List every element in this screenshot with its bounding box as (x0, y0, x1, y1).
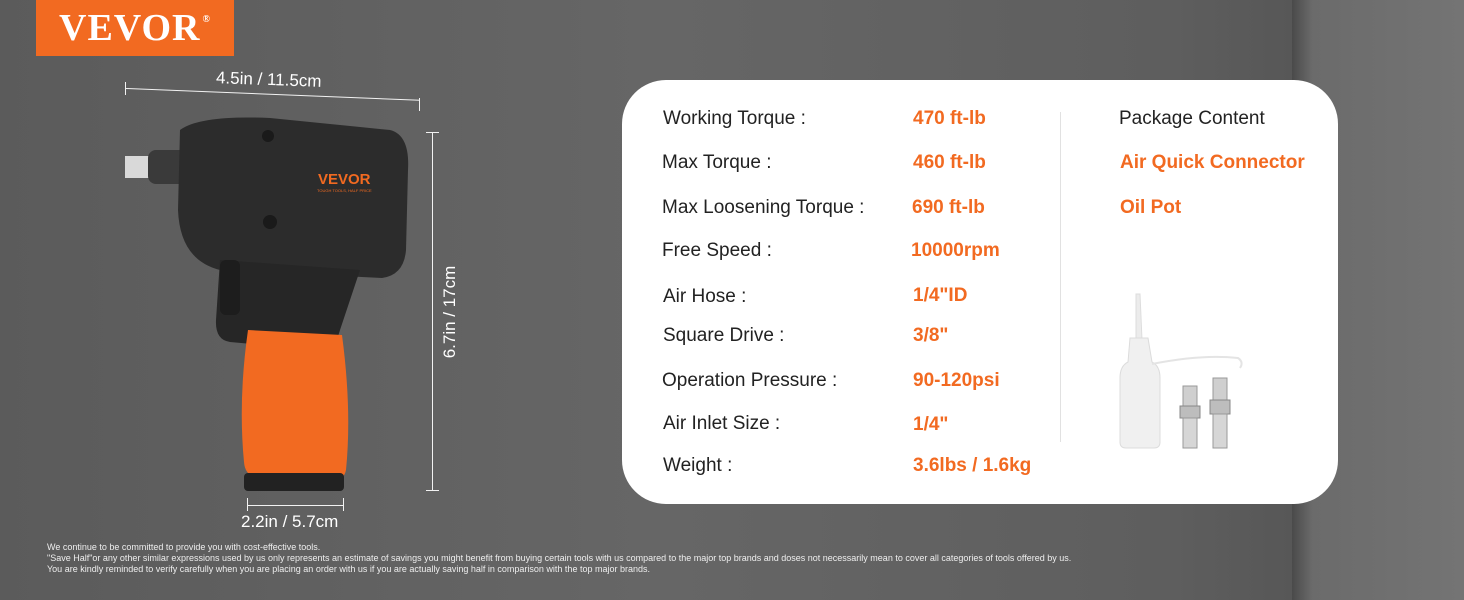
spec-value-free-speed: 10000rpm (911, 240, 1000, 261)
spec-value-working-torque: 470 ft-lb (913, 108, 986, 129)
height-tick-bottom (426, 490, 439, 491)
width-dimension-label: 4.5in / 11.5cm (215, 68, 322, 91)
spec-label-weight: Weight : (663, 455, 733, 476)
depth-dimension-line (247, 505, 344, 506)
disclaimer-text (47, 542, 1071, 575)
height-dimension-line (432, 132, 433, 491)
spec-label-free-speed: Free Speed : (662, 240, 772, 261)
spec-value-operation-pressure: 90-120psi (913, 370, 1000, 391)
tool-tagline-text: TOUGH TOOLS, HALF PRICE (317, 188, 372, 193)
height-dimension-label: 6.7in / 17cm (440, 265, 459, 359)
package-item-air-quick-connector: Air Quick Connector (1120, 152, 1305, 173)
disclaimer-line-3: You are kindly reminded to verify carefully when you are placing an order with us if you are actually saving half in comparison with the top major brands. (47, 564, 650, 574)
spec-value-air-inlet-size: 1/4" (913, 414, 949, 435)
tool-brand-text: VEVOR (318, 171, 371, 188)
card-divider (1060, 112, 1061, 442)
spec-card (622, 80, 1338, 504)
impact-wrench-image (120, 110, 420, 500)
spec-label-air-hose: Air Hose : (663, 286, 747, 307)
height-tick-top (426, 132, 439, 133)
spec-label-max-torque: Max Torque : (662, 152, 772, 173)
package-item-oil-pot: Oil Pot (1120, 197, 1182, 218)
brand-logo (36, 0, 234, 56)
package-accessories-image (1112, 292, 1262, 452)
spec-label-operation-pressure: Operation Pressure : (662, 370, 838, 391)
depth-dimension-label: 2.2in / 5.7cm (241, 512, 339, 531)
spec-label-square-drive: Square Drive : (663, 325, 785, 346)
width-tick-left (125, 82, 126, 95)
spec-value-weight: 3.6lbs / 1.6kg (913, 455, 1032, 476)
spec-label-air-inlet-size: Air Inlet Size : (663, 413, 781, 434)
spec-value-max-loosening-torque: 690 ft-lb (912, 197, 985, 218)
registered-mark: ® (202, 13, 211, 25)
disclaimer-line-2: "Save Half"or any other similar expressions used by us only represents an estimate of savings you might benefit from buying certain tools with us compared to the major top brands and doses not necessarily mean to cover all categories of tools offered by us. (47, 553, 1072, 563)
spec-value-square-drive: 3/8" (913, 325, 949, 346)
spec-value-air-hose: 1/4"ID (913, 285, 968, 306)
spec-value-max-torque: 460 ft-lb (913, 152, 986, 173)
brand-logo-text: VEVOR (59, 7, 201, 49)
spec-label-working-torque: Working Torque : (663, 108, 806, 129)
spec-label-max-loosening-torque: Max Loosening Torque : (662, 197, 865, 218)
disclaimer-line-1: We continue to be committed to provide you with cost-effective tools. (47, 542, 321, 552)
package-content-title: Package Content (1119, 108, 1265, 129)
